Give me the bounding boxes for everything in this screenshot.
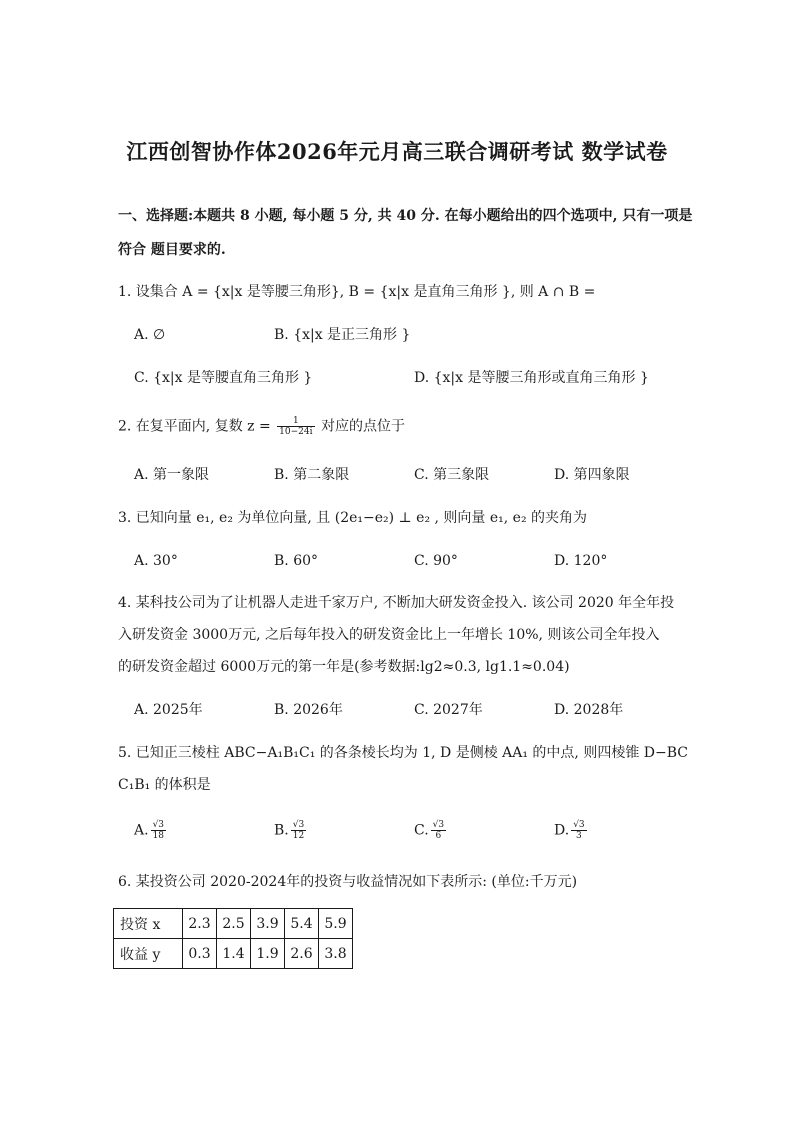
table-cell: 1.9 bbox=[251, 939, 285, 969]
question-6-stem: 6. 某投资公司 2020-2024年的投资与收益情况如下表所示: (单位:千万元) bbox=[118, 874, 578, 890]
table-cell: 3.9 bbox=[251, 909, 285, 939]
option-letter: B. bbox=[274, 822, 289, 839]
table-row bbox=[114, 909, 353, 939]
question-4-option-c: C. 2027年 bbox=[414, 702, 483, 718]
fraction-denominator: 12 bbox=[292, 831, 305, 841]
table-row-header: 投资 x bbox=[114, 909, 183, 939]
question-1-option-d: D. {x|x 是等腰三角形或直角三角形 } bbox=[414, 370, 649, 386]
question-2-stem-after: 对应的点位于 bbox=[320, 418, 405, 435]
question-3-option-c: C. 90° bbox=[414, 553, 458, 569]
question-2-option-c: C. 第三象限 bbox=[414, 467, 490, 483]
question-2-option-b: B. 第二象限 bbox=[274, 467, 350, 483]
question-1-option-a: A. ∅ bbox=[134, 327, 166, 343]
fraction-numerator: √3 bbox=[573, 820, 585, 830]
table-cell: 5.4 bbox=[285, 909, 319, 939]
question-5-line2: C₁B₁ 的体积是 bbox=[118, 777, 211, 793]
question-5-option-d bbox=[554, 820, 589, 841]
table-cell: 2.5 bbox=[217, 909, 251, 939]
fraction-numerator: √3 bbox=[432, 820, 445, 830]
section-instructions-line1: 一、选择题:本题共 8 小题, 每小题 5 分, 共 40 分. 在每小题给出的四个选项中, 只有一项是 bbox=[118, 208, 693, 224]
table-cell: 0.3 bbox=[183, 939, 217, 969]
question-5-option-b bbox=[274, 820, 308, 841]
option-letter: C. bbox=[414, 822, 429, 839]
question-5-line1: 5. 已知正三棱柱 ABC−A₁B₁C₁ 的各条棱长均为 1, D 是侧棱 AA₁ 的中点, 则四棱锥 D−BC bbox=[118, 745, 688, 761]
table-cell: 5.9 bbox=[319, 909, 353, 939]
question-1-option-b: B. {x|x 是正三角形 } bbox=[274, 327, 411, 343]
option-letter: A. bbox=[134, 822, 149, 839]
question-2-option-d: D. 第四象限 bbox=[554, 467, 630, 483]
question-4-line2: 入研发资金 3000万元, 之后每年投入的研发资金比上一年增长 10%, 则该公司全年投入 bbox=[118, 627, 660, 643]
section-instructions-line2: 符合 题目要求的. bbox=[118, 242, 226, 258]
table-cell: 1.4 bbox=[217, 939, 251, 969]
question-5-option-c bbox=[414, 820, 448, 841]
question-1-option-c: C. {x|x 是等腰直角三角形 } bbox=[134, 370, 313, 386]
table-row-header: 收益 y bbox=[114, 939, 183, 969]
fraction-denominator: 6 bbox=[435, 831, 442, 841]
question-3-option-a: A. 30° bbox=[134, 553, 178, 569]
question-5-option-a bbox=[134, 820, 168, 841]
fraction-numerator: √3 bbox=[152, 820, 165, 830]
question-4-option-b: B. 2026年 bbox=[274, 702, 343, 718]
question-2-fraction bbox=[277, 416, 314, 437]
table-cell: 2.3 bbox=[183, 909, 217, 939]
question-3-option-d: D. 120° bbox=[554, 553, 608, 569]
option-letter: D. bbox=[554, 822, 570, 839]
question-2-stem-before: 2. 在复平面内, 复数 z = bbox=[118, 418, 271, 435]
table-cell: 2.6 bbox=[285, 939, 319, 969]
question-4-line1: 4. 某科技公司为了让机器人走进千家万户, 不断加大研发资金投入. 该公司 2020 年全年投 bbox=[118, 595, 675, 611]
question-2-option-a: A. 第一象限 bbox=[134, 467, 210, 483]
fraction-numerator: 1 bbox=[277, 416, 314, 427]
table-cell: 3.8 bbox=[319, 939, 353, 969]
page-title: 江西创智协作体2026年元月高三联合调研考试 数学试卷 bbox=[126, 139, 668, 164]
investment-table bbox=[113, 908, 353, 969]
fraction-numerator: √3 bbox=[292, 820, 305, 830]
question-4-line3: 的研发资金超过 6000万元的第一年是(参考数据:lg2≈0.3, lg1.1≈0.04) bbox=[118, 659, 570, 675]
question-4-option-d: D. 2028年 bbox=[554, 702, 624, 718]
question-3-stem: 3. 已知向量 e₁, e₂ 为单位向量, 且 (2e₁−e₂) ⊥ e₂ , 则向量 e₁, e₂ 的夹角为 bbox=[118, 510, 588, 526]
table-row bbox=[114, 939, 353, 969]
question-4-option-a: A. 2025年 bbox=[134, 702, 203, 718]
fraction-denominator: 10−24i bbox=[279, 427, 313, 437]
fraction-denominator: 3 bbox=[576, 831, 582, 841]
fraction-denominator: 18 bbox=[152, 831, 165, 841]
question-3-option-b: B. 60° bbox=[274, 553, 319, 569]
question-1-stem: 1. 设集合 A = {x|x 是等腰三角形}, B = {x|x 是直角三角形 }, 则 A ∩ B = bbox=[118, 284, 596, 300]
question-2-stem bbox=[118, 416, 405, 437]
